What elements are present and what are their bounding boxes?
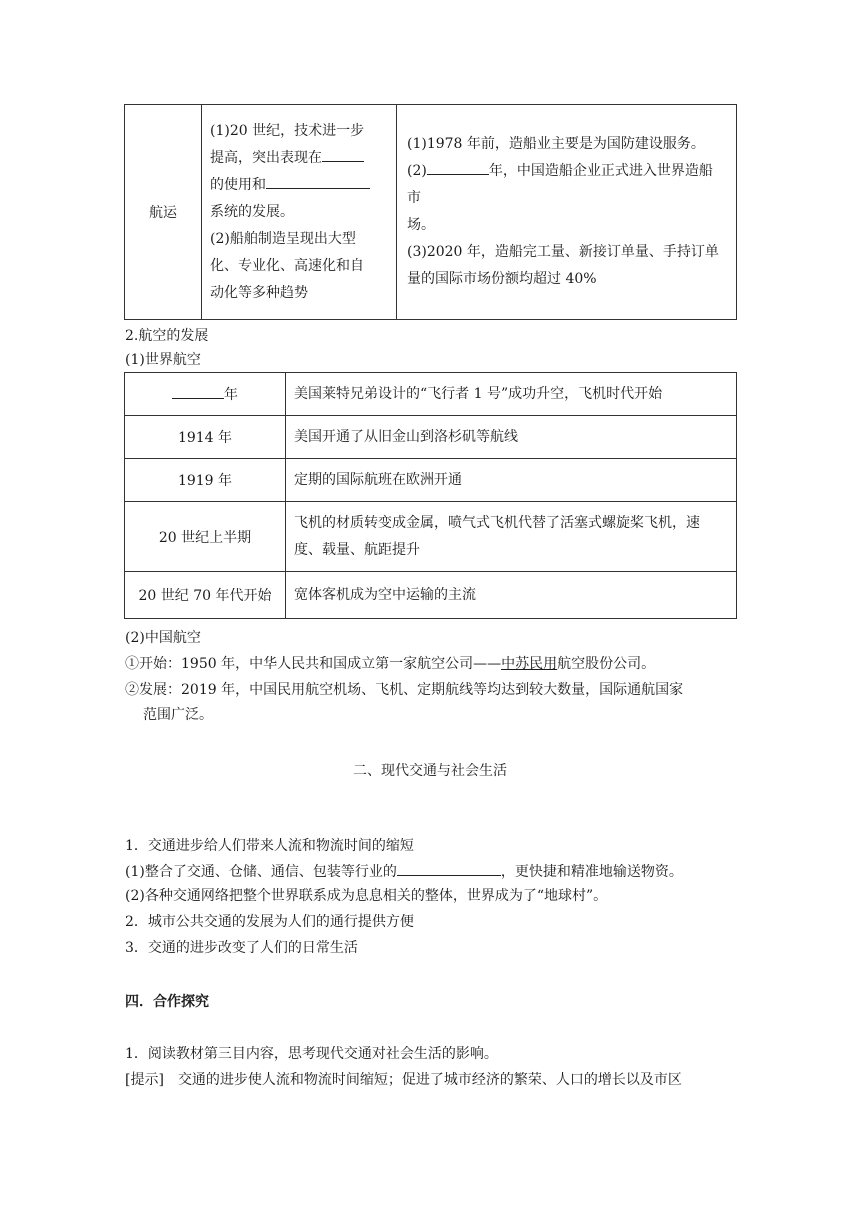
list-item: (1)整合了交通、仓储、通信、包装等行业的 ，更快捷和精准地输送物资。 [125, 861, 683, 882]
shipping-mid-line: (2)船舶制造呈现出大型 [210, 230, 356, 247]
aviation-title: 2.航空的发展 [125, 328, 209, 344]
list-item: 1．交通进步给人们带来人流和物流时间的缩短 [125, 838, 414, 854]
year-cell: 20 世纪上半期 [125, 502, 286, 572]
aviation-table [124, 372, 737, 619]
shipping-right-line: 量的国际市场份额均超过 40% [407, 271, 597, 287]
desc-cell: 美国莱特兄弟设计的“飞行者 1 号”成功升空，飞机时代开始 [286, 373, 737, 416]
shipping-mid-line: 提高，突出表现在 [210, 145, 388, 172]
world-aviation-title: (1)世界航空 [125, 352, 201, 368]
shipping-mid-line: 系统的发展。 [210, 203, 294, 220]
desc-cell: 宽体客机成为空中运输的主流 [286, 572, 737, 619]
desc-cell: 美国开通了从旧金山到洛杉矶等航线 [286, 416, 737, 459]
fill-blank[interactable] [322, 147, 364, 162]
desc-cell: 飞机的材质转变成金属，喷气式飞机代替了活塞式螺旋桨飞机，速 度、载量、航距提升 [286, 502, 737, 572]
table-row [125, 416, 737, 459]
china-aviation-development: ②发展：2019 年，中国民用航空机场、飞机、定期航线等均达到较大数量，国际通航国家 [125, 682, 684, 698]
hint-label: [提示] [125, 1072, 164, 1088]
china-aviation-start: ①开始：1950 年，中华人民共和国成立第一家航空公司——中苏民用航空股份公司。 [125, 656, 656, 672]
fill-blank[interactable] [266, 174, 370, 189]
shipping-label: 航运 [125, 105, 202, 320]
table-row [125, 459, 737, 502]
year-cell: 1914 年 [125, 416, 286, 459]
fill-blank[interactable] [172, 384, 224, 399]
shipping-mid-line: 动化等多种趋势 [210, 284, 308, 301]
list-item: 2．城市公共交通的发展为人们的通行提供方便 [125, 914, 414, 930]
list-item: 3．交通的进步改变了人们的日常生活 [125, 940, 358, 956]
shipping-right-line: (3)2020 年，造船完工量、新接订单量、手持订单 [407, 244, 719, 260]
table-row [125, 502, 737, 572]
shipping-mid-line: (1)20 世纪，技术进一步 [210, 122, 365, 139]
hint-line: [提示] 交通的进步使人流和物流时间缩短；促进了城市经济的繁荣、人口的增长以及市区 [125, 1072, 682, 1088]
shipping-right-line: (1)1978 年前，造船业主要是为国防建设服务。 [407, 136, 705, 152]
china-aviation-development-cont: 范围广泛。 [143, 707, 213, 723]
shipping-world-cell [202, 105, 397, 320]
table-row [125, 373, 737, 416]
shipping-china-cell [397, 105, 737, 320]
fill-blank[interactable] [397, 861, 501, 876]
year-cell: 1919 年 [125, 459, 286, 502]
section-heading: 二、现代交通与社会生活 [353, 763, 507, 779]
section-heading-bold: 四．合作探究 [125, 994, 209, 1010]
question-item: 1．阅读教材第三目内容，思考现代交通对社会生活的影响。 [125, 1046, 498, 1062]
year-cell: 年 [125, 373, 286, 416]
year-cell: 20 世纪 70 年代开始 [125, 572, 286, 619]
list-item: (2)各种交通网络把整个世界联系成为息息相关的整体，世界成为了“地球村”。 [125, 888, 608, 904]
shipping-mid-line: 的使用和 [210, 172, 388, 199]
shipping-right-line: 场。 [407, 217, 435, 233]
table-row [125, 572, 737, 619]
fill-blank[interactable] [427, 160, 489, 175]
shipping-mid-line: 化、专业化、高速化和自 [210, 257, 364, 274]
shipping-table [124, 104, 737, 320]
china-aviation-title: (2)中国航空 [125, 630, 201, 646]
desc-cell: 定期的国际航班在欧洲开通 [286, 459, 737, 502]
shipping-right-line: (2) 年，中国造船企业正式进入世界造船市 [407, 158, 726, 212]
